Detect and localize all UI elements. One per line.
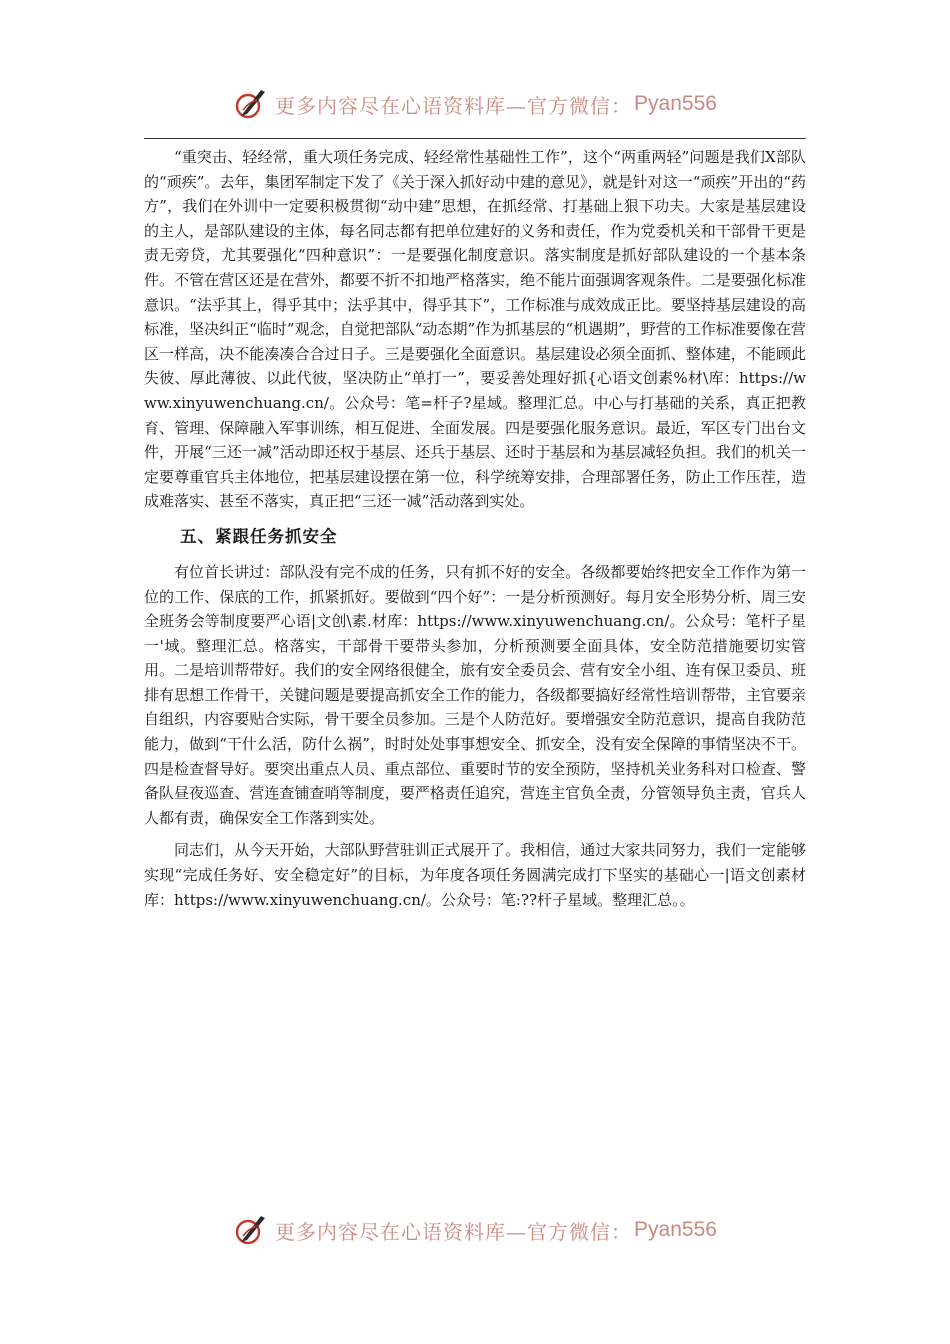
paragraph-1: “重突击、轻经常，重大项任务完成、轻经常性基础性工作”，这个“两重两轻”问题是我们X部队的“顽疾”。去年，集团军制定下发了《关于深入抓好动中建的意见》，就是针对这一“顽疾”开出的“药方”，我们在外训中一定要积极贯彻“动中建”思想，在抓经常、打基础上狠下功夫。大家是基层建设的主人，是部队建设的主体，每名同志都有把单位建好的义务和责任，作为党委机关和干部骨干更是责无旁贷，尤其要强化“四种意识”：一是要强化制度意识。落实制度是抓好部队建设的一个基本条件。不管在营区还是在营外，都要不折不扣地严格落实，绝不能片面强调客观条件。二是要强化标准意识。“法乎其上，得乎其中；法乎其中，得乎其下”，工作标准与成效成正比。要坚持基层建设的高标准，坚决纠正“临时”观念，自觉把部队“动态期”作为抓基层的“机遇期”，野营的工作标准要像在营区一样高，决不能凑凑合合过日子。三是要强化全面意识。基层建设必须全面抓、整体建，不能顾此失彼、厚此薄彼、以此代彼，坚决防止“单打一”，要妥善处理好抓{心语文创素%材\库：https://www.xinyuwenchuang.cn/。公众号：笔=杆子?星域。整理汇总。中心与打基础的关系，真正把教育、管理、保障融入军事训练，相互促进、全面发展。四是要强化服务意识。最近，军区专门出台文件，开展“三还一减”活动即还权于基层、还兵于基层、还时于基层和为基层减轻负担。我们的机关一定要尊重官兵主体地位，把基层建设摆在第一位，科学统筹安排，合理部署任务，防止工作压茬，造成难落实、甚至不落实，真正把“三还一减”活动落到实处。	[144, 148, 806, 511]
header-divider	[144, 138, 806, 139]
paragraph-2: 有位首长讲过：部队没有完不成的任务，只有抓不好的安全。各级都要始终把安全工作作为第一位的工作、保底的工作，抓紧抓好。要做到“四个好”：一是分析预测好。每月安全形势分析、周三安全班务会等制度要严心语|文创\素.材库：https://www.xinyuwenchuang.cn/。公众号：笔杆子星一'域。整理汇总。格落实，干部骨干要带头参加，分析预测要全面具体，安全防范措施要切实管用。二是培训帮带好。我们的安全网络很健全，旅有安全委员会、营有安全小组、连有保卫委员、班排有思想工作骨干，关键问题是要提高抓安全工作的能力，各级都要搞好经常性培训帮带，主官要亲自组织，内容要贴合实际，骨干要全员参加。三是个人防范好。要增强安全防范意识，提高自我防范能力，做到“干什么活，防什么祸”，时时处处事事想安全、抓安全，没有安全保障的事情坚决不干。四是检查督导好。要突出重点人员、重点部位、重要时节的安全预防，坚持机关业务科对口检查、警备队昼夜巡查、营连查铺查哨等制度，要严格责任追究，营连主官负全责，分管领导负主责，官兵人人都有责，确保安全工作落到实处。	[144, 562, 806, 827]
document-body	[144, 145, 806, 912]
header-banner	[0, 82, 950, 126]
footer-banner	[0, 1208, 950, 1252]
quill-pen-icon	[233, 1212, 269, 1248]
footer-banner-id: Pyan556	[634, 1218, 717, 1241]
header-banner-id: Pyan556	[634, 92, 717, 115]
quill-pen-icon	[233, 86, 269, 122]
paragraph-3: 同志们，从今天开始，大部队野营驻训正式展开了。我相信，通过大家共同努力，我们一定能够实现“完成任务好、安全稳定好”的目标，为年度各项任务圆满完成打下坚实的基础心一|语文创素材库：https://www.xinyuwenchuang.cn/。公众号：笔:??杆子星域。整理汇总。。	[144, 841, 806, 909]
header-banner-text: 更多内容尽在心语资料库—官方微信：	[275, 93, 633, 118]
section-heading-5: 五、紧跟任务抓安全	[180, 526, 338, 546]
footer-banner-text: 更多内容尽在心语资料库—官方微信：	[275, 1219, 633, 1244]
